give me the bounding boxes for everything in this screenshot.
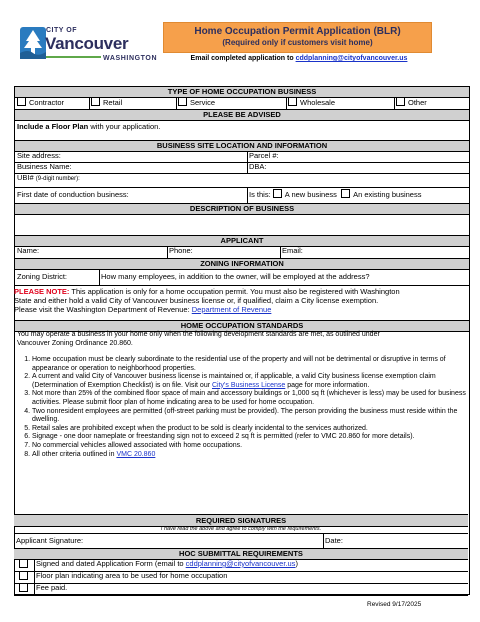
standard-text: Not more than 25% of the combined floor space of main and accessory buildings or 1,000 sq ft (whichever is less) may be used for business activities. Please submit floor plan of home indicating area to be used for home occupation. xyxy=(32,390,466,406)
hoc-text-after: ) xyxy=(295,559,298,568)
site-heading: BUSINESS SITE LOCATION AND INFORMATION xyxy=(15,140,469,152)
standard-item xyxy=(32,390,472,407)
hoc-checkbox-cell[interactable] xyxy=(14,583,34,595)
zoning-row xyxy=(15,269,469,286)
page-subtitle: (Required only if customers visit home) xyxy=(222,38,373,47)
standards-list xyxy=(12,356,472,459)
note-label: PLEASE NOTE: xyxy=(14,287,70,296)
standard-text: Two nonresident employees are permitted (off-street parking must be provided). The person providing the business must reside within the dwelling. xyxy=(32,407,458,424)
standard-text: Home occupation must be clearly subordinate to the residential use of the property and will not be detrimental or disruptive in terms of appearance or operation to neighborhood properties. xyxy=(32,356,446,372)
please-note xyxy=(14,287,466,314)
checkbox[interactable] xyxy=(91,97,100,106)
business-name-field[interactable]: Business Name: xyxy=(17,162,72,171)
revised-date: Revised 9/17/2025 xyxy=(367,601,422,608)
dba-field[interactable]: DBA: xyxy=(249,162,267,171)
note-line-3: Please visit the Washington Department of Revenue: xyxy=(14,305,192,314)
type-heading: TYPE OF HOME OCCUPATION BUSINESS xyxy=(15,86,469,98)
email-prefix: Email completed application to xyxy=(190,55,294,62)
standard-item xyxy=(32,373,472,390)
zoning-heading: ZONING INFORMATION xyxy=(15,258,469,270)
standard-item xyxy=(32,408,472,425)
new-business-label: A new business xyxy=(284,190,337,199)
parcel-field[interactable]: Parcel #: xyxy=(249,151,279,160)
standard-text: Signage - one door nameplate or freestanding sign not to exceed 2 sq ft is permitted (refer to VMC 20.860 for more details). xyxy=(32,433,415,441)
logo-underline xyxy=(46,56,101,58)
hoc-checkbox-cell[interactable] xyxy=(14,571,34,583)
standard-item xyxy=(32,451,472,460)
site-row-3 xyxy=(15,173,469,188)
logo-washington: WASHINGTON xyxy=(103,55,158,62)
standard-item xyxy=(32,425,472,434)
standard-text: All other criteria outlined in xyxy=(32,450,117,458)
standard-item xyxy=(32,442,472,451)
vmc-link[interactable]: VMC 20.860 xyxy=(116,450,156,458)
type-option-contractor[interactable] xyxy=(15,97,89,109)
standards-heading: HOME OCCUPATION STANDARDS xyxy=(15,320,469,332)
title-box xyxy=(163,22,432,53)
standard-text-after: page for more information. xyxy=(285,381,370,389)
checkbox[interactable] xyxy=(396,97,405,106)
standards-intro-2: Vancouver Zoning Ordinance 20.860. xyxy=(17,339,133,347)
new-business-checkbox[interactable] xyxy=(273,189,282,198)
applicant-signature-field[interactable]: Applicant Signature: xyxy=(16,536,84,545)
checkbox[interactable] xyxy=(288,97,297,106)
page-title: Home Occupation Permit Application (BLR) xyxy=(194,26,401,37)
ubi-note: (9-digit number): xyxy=(35,176,80,182)
employees-question[interactable]: How many employees, in addition to the owner, will be employed at the address? xyxy=(101,272,370,281)
signatures-heading: REQUIRED SIGNATURES xyxy=(14,514,468,527)
standard-text: No commercial vehicles allowed associated with home occupations. xyxy=(32,441,243,449)
checkbox[interactable] xyxy=(19,559,28,568)
zoning-district-field[interactable]: Zoning District: xyxy=(17,272,68,281)
advised-text xyxy=(15,120,469,140)
advised-heading: PLEASE BE ADVISED xyxy=(15,109,469,121)
hoc-text: Signed and dated Application Form (email to xyxy=(36,559,186,568)
logo-vancouver: Vancouver xyxy=(45,34,129,53)
hoc-item-text xyxy=(34,559,468,571)
hoc-heading: HOC SUBMITTAL REQUIREMENTS xyxy=(14,548,468,560)
standard-text: A current and valid City of Vancouver business license is maintained or, if applicable, a valid City business license exemption claim (Determination of Exemption Checklist) is on file. Visit our xyxy=(32,373,436,389)
ubi-label: UBI# xyxy=(17,173,34,182)
site-row-4 xyxy=(15,187,469,204)
first-date-field[interactable]: First date of conduction business: xyxy=(17,190,129,199)
hoc-item-text: Floor plan indicating area to be used for home occupation xyxy=(36,571,228,580)
hoc-item-text: Fee paid. xyxy=(36,583,68,592)
is-this-label: Is this: xyxy=(249,190,271,199)
checkbox[interactable] xyxy=(19,571,28,580)
type-option-wholesale[interactable] xyxy=(286,97,394,109)
hoc-item xyxy=(14,583,468,596)
site-address-field[interactable]: Site address: xyxy=(17,151,61,160)
option-label: Other xyxy=(408,98,427,107)
ubi-field[interactable] xyxy=(15,173,469,187)
note-line-2: State and either hold a valid City of Vancouver business license or, if qualified, claim a City license exemption. xyxy=(14,296,379,305)
type-option-other[interactable] xyxy=(394,97,469,109)
email-line xyxy=(168,55,430,62)
signature-date-field[interactable]: Date: xyxy=(325,536,343,545)
dept-revenue-link[interactable]: Department of Revenue xyxy=(191,305,272,314)
applicant-name-field[interactable]: Name: xyxy=(17,246,40,255)
checkbox[interactable] xyxy=(178,97,187,106)
option-label: Contractor xyxy=(29,98,65,107)
standard-item xyxy=(32,356,472,373)
signature-row xyxy=(14,533,468,549)
advised-row xyxy=(15,120,469,141)
description-field[interactable] xyxy=(15,214,469,236)
existing-business-label: An existing business xyxy=(353,190,422,199)
standard-text: Retail sales are prohibited except when the product to be sold is clearly incidental to the services authorized. xyxy=(32,424,368,432)
business-license-link[interactable]: City's Business License xyxy=(212,381,286,389)
note-line-1: This application is only for a home occupation permit. You must also be registered with Washington xyxy=(69,287,400,296)
business-status xyxy=(247,187,469,203)
type-option-service[interactable] xyxy=(176,97,286,109)
standard-item xyxy=(32,433,472,442)
advised-rest: with your application. xyxy=(88,122,161,131)
logo-city-of: CITY OF xyxy=(46,27,77,34)
checkbox[interactable] xyxy=(19,583,28,592)
applicant-email-field[interactable]: Email: xyxy=(282,246,303,255)
option-label: Retail xyxy=(103,98,123,107)
type-option-retail[interactable] xyxy=(89,97,176,109)
standards-intro-1: You may operate a business in your home only when the following development standards are met, as outlined under xyxy=(17,331,380,338)
advised-bold: Include a Floor Plan xyxy=(17,122,89,131)
standards-intro xyxy=(17,331,467,348)
applicant-phone-field[interactable]: Phone: xyxy=(169,246,193,255)
signatures-sub: I have read the above and agree to comply with the requirements. xyxy=(160,526,322,532)
hoc-checkbox-cell[interactable] xyxy=(14,559,34,571)
description-heading: DESCRIPTION OF BUSINESS xyxy=(15,203,469,215)
checkbox[interactable] xyxy=(17,97,26,106)
applicant-heading: APPLICANT xyxy=(15,235,469,247)
existing-business-checkbox[interactable] xyxy=(341,189,350,198)
option-label: Service xyxy=(190,98,216,107)
tree-icon xyxy=(20,27,46,59)
option-label: Wholesale xyxy=(300,98,336,107)
hoc-email-link[interactable]: cddplanning@cityofvancouver.us xyxy=(185,559,296,568)
email-link[interactable]: cddplanning@cityofvancouver.us xyxy=(295,55,408,62)
